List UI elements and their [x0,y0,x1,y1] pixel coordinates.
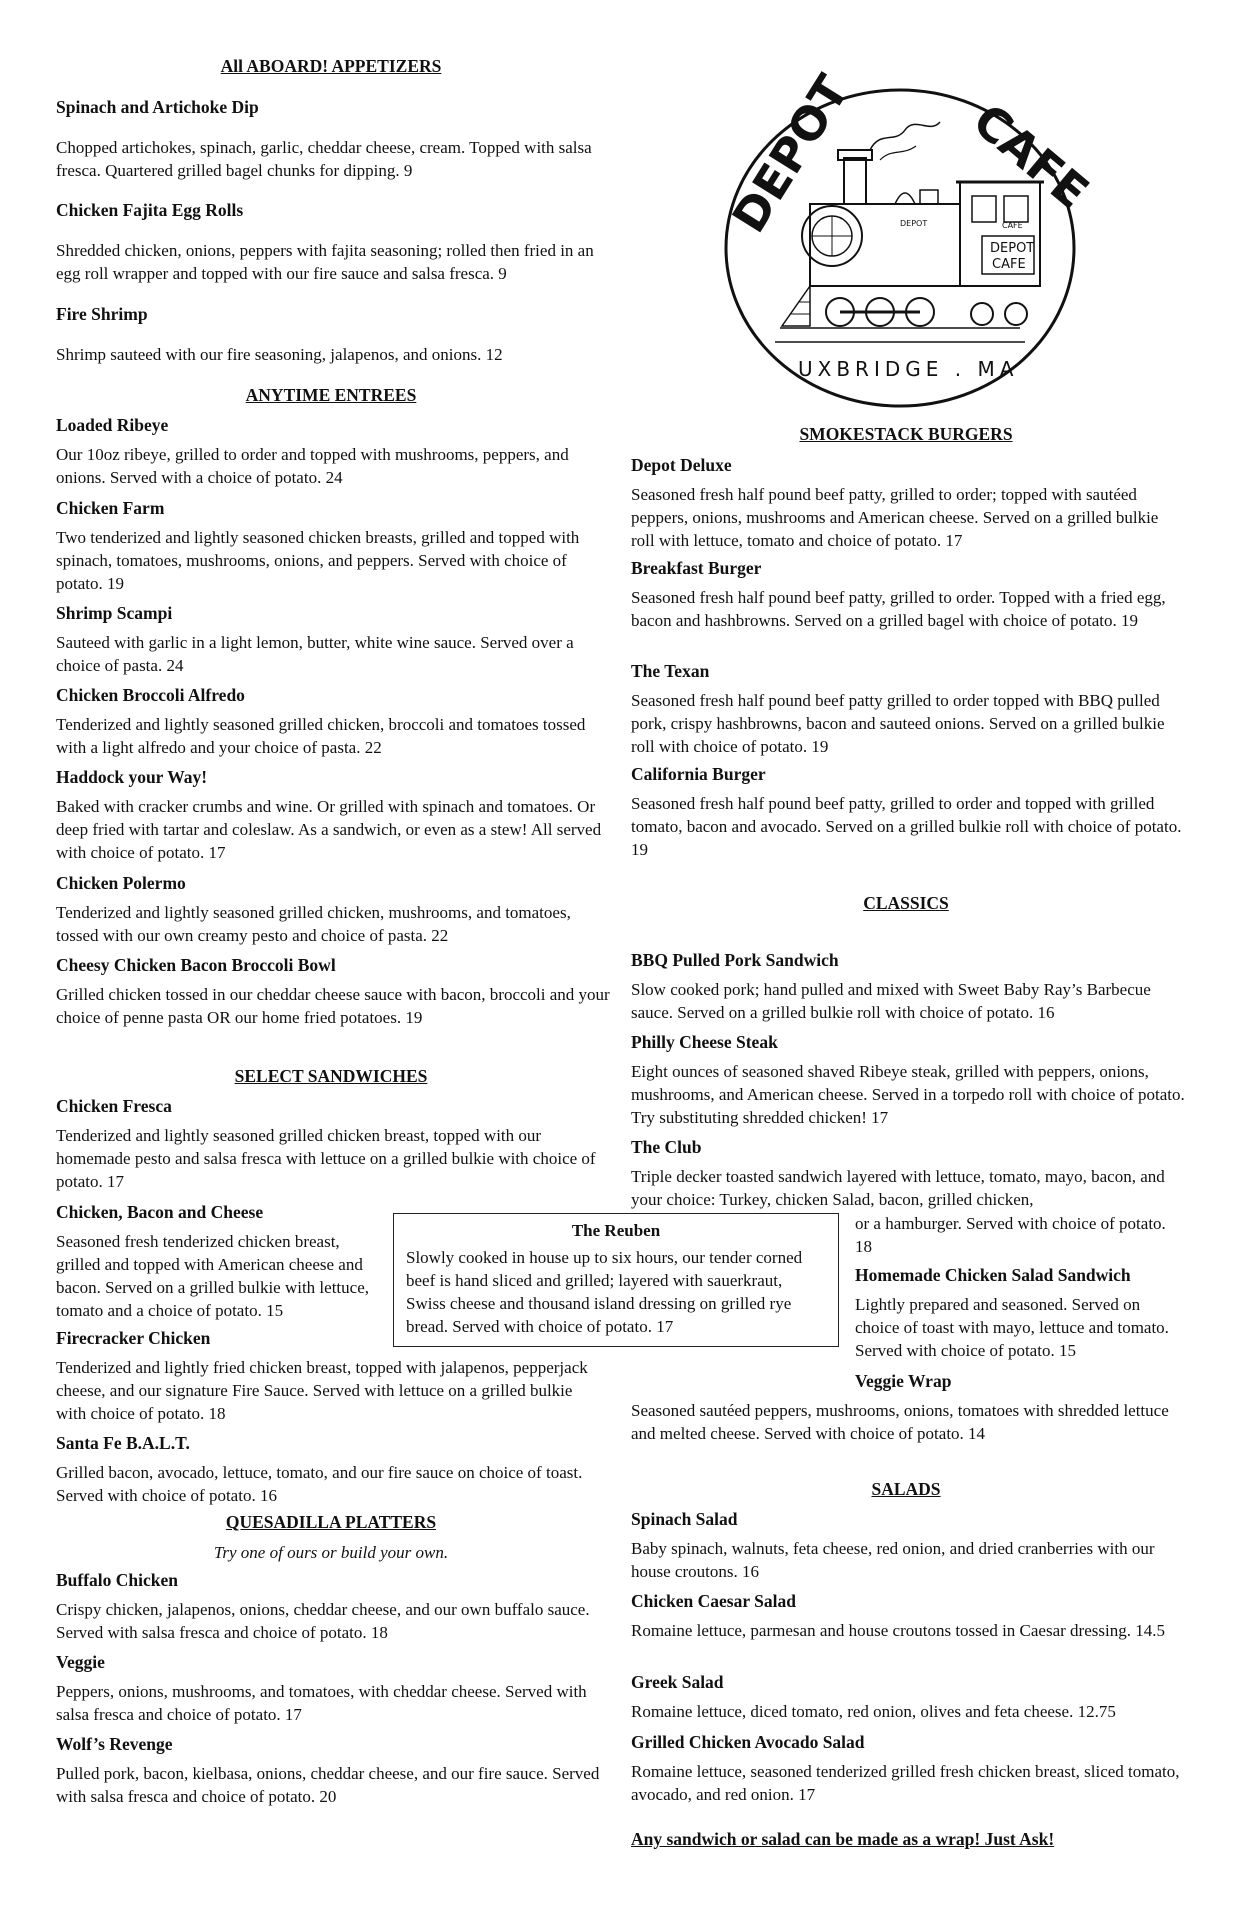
item-name: Depot Deluxe [631,455,732,475]
item-desc: Seasoned fresh half pound beef patty, grilled to order; topped with sautéed peppers, onions, mushrooms and American cheese. Served on a grilled bulkie roll with lettuce, tomato and choice of potato. 17 [631,485,1159,550]
item-desc: Pulled pork, bacon, kielbasa, onions, cheddar cheese, and our fire sauce. Served with salsa fresca and choice of potato. 20 [56,1764,600,1806]
item-desc: Our 10oz ribeye, grilled to order and topped with mushrooms, peppers, and onions. Served with a choice of potato. 24 [56,445,569,487]
item-desc: Romaine lettuce, seasoned tenderized grilled fresh chicken breast, sliced tomato, avocado, and red onion. 17 [631,1762,1180,1804]
item-desc: Seasoned sautéed peppers, mushrooms, onions, tomatoes with shredded lettuce and melted cheese. Served with choice of potato. 14 [631,1401,1169,1443]
reuben-box [393,1213,839,1347]
item-name: Firecracker Chicken [56,1328,211,1348]
appetizer-item [56,199,616,285]
sandwich-item [56,1095,616,1193]
item-name: Spinach Salad [631,1509,738,1529]
logo-sign-text-2: CAFE [992,257,1026,272]
item-desc: Chopped artichokes, spinach, garlic, cheddar cheese, cream. Topped with salsa fresca. Quartered grilled bagel chunks for dipping. 9 [56,138,592,180]
item-name: Veggie [56,1652,105,1672]
logo-top-text: DEPOT [721,65,860,242]
quesadilla-item [56,1651,616,1726]
item-desc: Shrimp sauteed with our fire seasoning, jalapenos, and onions. 12 [56,345,503,364]
quesadilla-item [56,1569,616,1644]
item-name: Cheesy Chicken Bacon Broccoli Bowl [56,955,336,975]
train-logo-icon [720,65,1099,411]
salad-item [631,1671,1191,1723]
item-name: Breakfast Burger [631,558,762,578]
sandwich-item [56,1432,616,1507]
item-name: The Club [631,1137,702,1157]
item-name: BBQ Pulled Pork Sandwich [631,950,839,970]
item-desc: Two tenderized and lightly seasoned chicken breasts, grilled and topped with spinach, tomatoes, mushrooms, onions, and peppers. Served with choice of potato. 19 [56,528,580,593]
burgers-heading: SMOKESTACK BURGERS [799,424,1013,444]
entree-item [56,872,616,947]
quesadillas-heading: QUESADILLA PLATTERS [225,1512,437,1532]
entree-item [56,766,616,864]
item-desc: Crispy chicken, jalapenos, onions, cheddar cheese, and our own buffalo sauce. Served with salsa fresca and choice of potato. 18 [56,1600,590,1642]
item-desc: Grilled bacon, avocado, lettuce, tomato, and our fire sauce on choice of toast. Served with choice of potato. 16 [56,1463,583,1505]
burger-item [631,454,1186,552]
item-name: Chicken Caesar Salad [631,1591,796,1611]
item-name: Santa Fe B.A.L.T. [56,1433,190,1453]
item-desc: Lightly prepared and seasoned. Served on choice of toast with mayo, lettuce and tomato. Served with choice of potato. 15 [855,1295,1169,1360]
burger-item [631,557,1186,632]
item-name: Veggie Wrap [855,1371,952,1391]
item-name: Fire Shrimp [56,304,148,324]
item-desc: Seasoned fresh half pound beef patty grilled to order topped with BBQ pulled pork, crispy hashbrowns, bacon and sauteed onions. Served on a grilled bulkie roll with choice of potato. 19 [631,691,1165,756]
sandwich-item [56,1201,381,1322]
item-desc: Tenderized and lightly fried chicken breast, topped with jalapenos, pepperjack cheese, and our signature Fire Sauce. Served with lettuce on a grilled bulkie with choice of potato. 18 [56,1358,588,1423]
quesadilla-item [56,1733,616,1808]
burger-item [631,763,1186,861]
item-desc: Shredded chicken, onions, peppers with fajita seasoning; rolled then fried in an egg roll wrapper and topped with our fire sauce and salsa fresca. 9 [56,241,594,283]
item-desc: Seasoned fresh half pound beef patty, grilled to order and topped with grilled tomato, bacon and avocado. Served on a grilled bulkie roll with choice of potato. 19 [631,794,1182,859]
item-desc: Eight ounces of seasoned shaved Ribeye steak, grilled with peppers, onions, mushrooms, and American cheese. Served in a torpedo roll with choice of potato. Try substituting shredded chicken! 17 [631,1062,1185,1127]
item-name: Chicken, Bacon and Cheese [56,1202,264,1222]
item-desc: Sauteed with garlic in a light lemon, butter, white wine sauce. Served over a choice of pasta. 24 [56,633,574,675]
item-desc: Baby spinach, walnuts, feta cheese, red onion, and dried cranberries with our house croutons. 16 [631,1539,1155,1581]
item-desc: Romaine lettuce, parmesan and house croutons tossed in Caesar dressing. 14.5 [631,1621,1165,1640]
reuben-desc: Slowly cooked in house up to six hours, our tender corned beef is hand sliced and grilled; layered with sauerkraut, Swiss cheese and thousand island dressing on grilled rye bread. Served with choice of potato. 17 [406,1248,803,1336]
item-desc: Romaine lettuce, diced tomato, red onion, olives and feta cheese. 12.75 [631,1702,1116,1721]
entree-item [56,684,616,759]
item-desc: Peppers, onions, mushrooms, and tomatoes, with cheddar cheese. Served with salsa fresca and choice of potato. 17 [56,1682,587,1724]
wrap-note: Any sandwich or salad can be made as a wrap! Just Ask! [631,1829,1055,1849]
item-name: Shrimp Scampi [56,603,173,623]
salad-item [631,1508,1191,1583]
item-desc: Slow cooked pork; hand pulled and mixed with Sweet Baby Ray’s Barbecue sauce. Served on a grilled bulkie roll with choice of potato. 16 [631,980,1151,1022]
reuben-title: The Reuben [571,1221,661,1240]
entree-item [56,602,616,677]
entree-item [56,414,616,489]
item-desc: Seasoned fresh half pound beef patty, grilled to order. Topped with a fried egg, bacon and hashbrowns. Served on a grilled bagel with choice of potato. 19 [631,588,1166,630]
logo-side-text-1: DEPOT [900,219,928,228]
item-desc: Tenderized and lightly seasoned grilled chicken breast, topped with our homemade pesto and salsa fresca with lettuce on a grilled bulkie with choice of potato. 17 [56,1126,596,1191]
salads-heading: SALADS [871,1479,941,1499]
item-desc: Baked with cracker crumbs and wine. Or grilled with spinach and tomatoes. Or deep fried with tartar and coleslaw. As a sandwich, or even as a stew! All served with choice of potato. 17 [56,797,602,862]
classic-item [631,1031,1186,1129]
depot-cafe-logo [720,65,1099,411]
item-desc: Seasoned fresh tenderized chicken breast, grilled and topped with American cheese and bacon. Served on a grilled bulkie with lettuce, tomato and a choice of potato. 15 [56,1232,369,1320]
sandwiches-heading: SELECT SANDWICHES [234,1066,428,1086]
logo-bottom-text: UXBRIDGE . MA [798,357,1019,381]
item-name: Chicken Farm [56,498,165,518]
item-name: The Texan [631,661,710,681]
item-name: Greek Salad [631,1672,724,1692]
item-name: Loaded Ribeye [56,415,169,435]
item-name: Haddock your Way! [56,767,208,787]
salad-item [631,1590,1186,1642]
classics-heading: CLASSICS [863,893,949,913]
item-name: Spinach and Artichoke Dip [56,97,259,117]
item-name: Homemade Chicken Salad Sandwich [855,1265,1131,1285]
appetizers-heading: All ABOARD! APPETIZERS [220,56,442,76]
logo-side-text-2: CAFE [1002,221,1023,230]
item-name: Chicken Polermo [56,873,186,893]
item-name: California Burger [631,764,766,784]
quesadillas-subtitle: Try one of ours or build your own. [213,1543,449,1562]
entrees-heading: ANYTIME ENTREES [245,385,417,405]
logo-sign-text-1: DEPOT [990,241,1035,256]
item-name: Philly Cheese Steak [631,1032,778,1052]
item-name: Chicken Fajita Egg Rolls [56,200,244,220]
entree-item [56,954,616,1029]
item-name: Buffalo Chicken [56,1570,179,1590]
classic-item [631,949,1191,1024]
item-name: Chicken Fresca [56,1096,172,1116]
classic-item [855,1264,1185,1362]
burger-item [631,660,1186,758]
club-desc-continued: or a hamburger. Served with choice of potato. 18 [855,1214,1166,1256]
logo-right-text: CAFE [962,93,1099,220]
salad-item [631,1731,1191,1806]
classic-item [631,1370,1186,1445]
entree-item [56,497,616,595]
item-desc: Tenderized and lightly seasoned grilled chicken, broccoli and tomatoes tossed with a light alfredo and your choice of pasta. 22 [56,715,586,757]
appetizer-item [56,303,616,366]
item-name: Wolf’s Revenge [56,1734,173,1754]
item-desc: Tenderized and lightly seasoned grilled chicken, mushrooms, and tomatoes, tossed with our own creamy pesto and choice of pasta. 22 [56,903,571,945]
item-desc: Triple decker toasted sandwich layered with lettuce, tomato, mayo, bacon, and your choice: Turkey, chicken Salad, bacon, grilled chicken, [631,1167,1165,1209]
item-name: Grilled Chicken Avocado Salad [631,1732,865,1752]
item-name: Chicken Broccoli Alfredo [56,685,245,705]
appetizer-item [56,96,616,182]
item-desc: Grilled chicken tossed in our cheddar cheese sauce with bacon, broccoli and your choice of penne pasta OR our home fried potatoes. 19 [56,985,610,1027]
classic-item [631,1136,1171,1211]
